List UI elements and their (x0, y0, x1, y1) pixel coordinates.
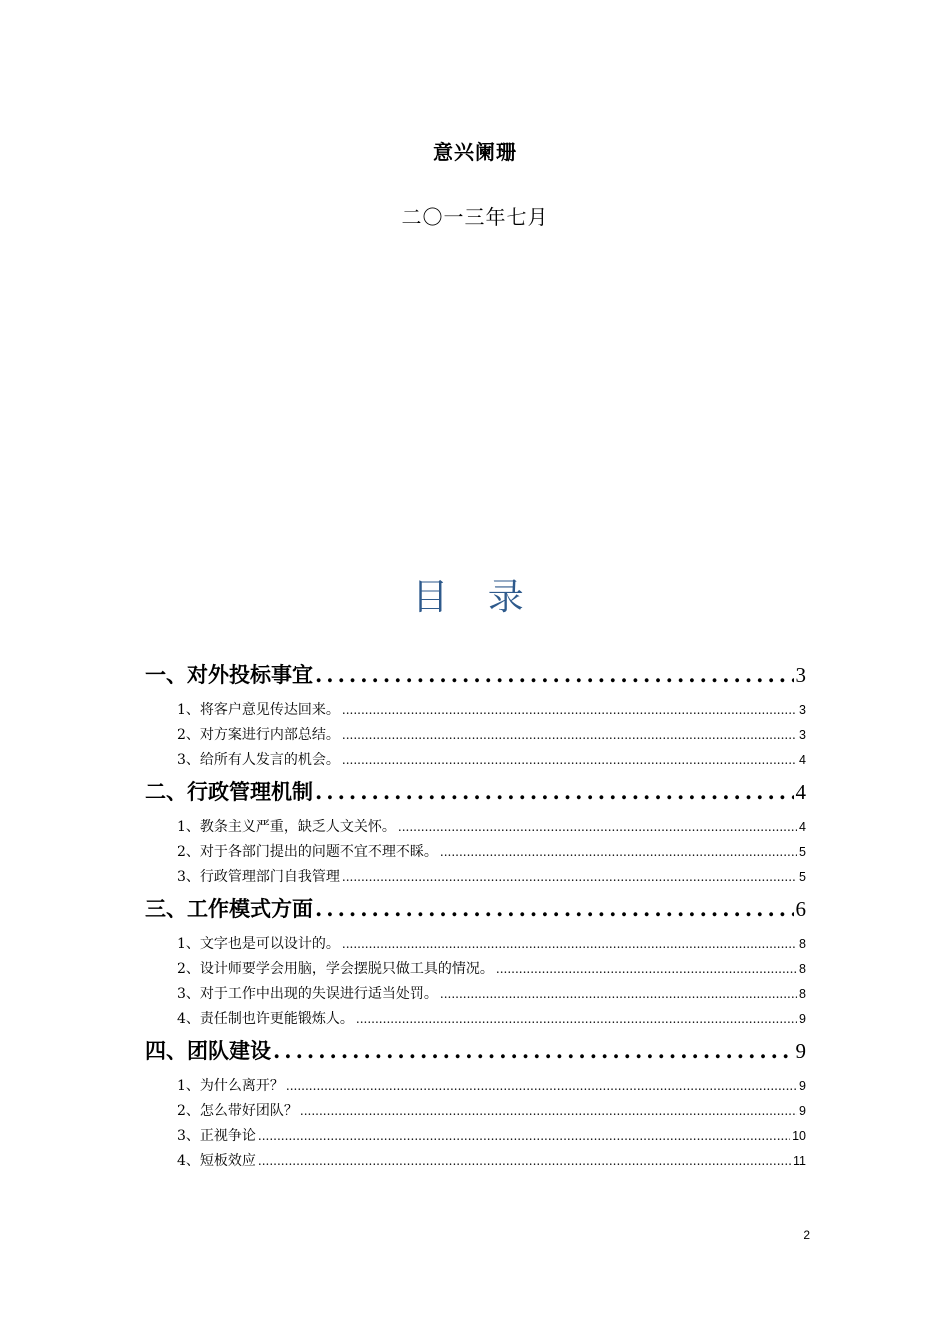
toc-item-4-3[interactable] (145, 1124, 806, 1149)
toc-leader (356, 1007, 797, 1032)
toc-leader (342, 748, 797, 773)
toc-section-4[interactable] (145, 1034, 806, 1068)
toc-leader (315, 658, 794, 692)
toc-section-1[interactable] (145, 658, 806, 692)
toc-leader (300, 1099, 797, 1124)
toc-item-page: 9 (799, 1104, 806, 1118)
toc-leader (342, 723, 797, 748)
toc-item-1-3[interactable] (145, 748, 806, 773)
toc-item-3-3[interactable] (145, 982, 806, 1007)
toc-item-2-3[interactable] (145, 865, 806, 890)
toc-leader (342, 865, 797, 890)
toc-leader (342, 698, 797, 723)
toc-item-label: 4、短板效应 (177, 1153, 256, 1169)
toc-leader (496, 957, 797, 982)
page-number: 2 (803, 1228, 810, 1242)
toc-leader (315, 892, 794, 926)
toc-item-page: 4 (799, 820, 806, 834)
toc-item-label: 3、行政管理部门自我管理 (177, 869, 340, 885)
toc-item-page: 8 (799, 937, 806, 951)
toc-leader (398, 815, 797, 840)
toc-item-2-1[interactable] (145, 815, 806, 840)
toc-item-label: 3、给所有人发言的机会。 (177, 752, 340, 768)
toc-item-page: 11 (793, 1154, 806, 1168)
toc-leader (258, 1149, 791, 1174)
toc-section-page: 9 (795, 1039, 806, 1063)
toc-item-4-4[interactable] (145, 1149, 806, 1174)
toc-leader (258, 1124, 790, 1149)
toc-leader (273, 1034, 794, 1068)
toc-section-page: 4 (795, 780, 806, 804)
toc-item-page: 8 (799, 962, 806, 976)
toc-leader (440, 982, 797, 1007)
toc-section-label: 二、行政管理机制 (145, 779, 313, 804)
toc-item-label: 3、对于工作中出现的失误进行适当处罚。 (177, 986, 438, 1002)
toc-item-3-4[interactable] (145, 1007, 806, 1032)
document-date: 二〇一三年七月 (401, 205, 549, 229)
toc-item-label: 1、教条主义严重，缺乏人文关怀。 (177, 819, 396, 835)
toc-item-page: 9 (799, 1012, 806, 1026)
toc-title: 目 录 (412, 577, 538, 618)
toc-leader (315, 775, 794, 809)
author-name: 意兴阑珊 (433, 140, 517, 164)
toc-item-3-1[interactable] (145, 932, 806, 957)
toc-item-page: 3 (799, 728, 806, 742)
toc-section-2[interactable] (145, 775, 806, 809)
toc-item-label: 1、为什么离开？ (177, 1078, 284, 1094)
toc-item-label: 2、设计师要学会用脑，学会摆脱只做工具的情况。 (177, 961, 494, 977)
toc-item-page: 9 (799, 1079, 806, 1093)
toc-section-page: 3 (795, 663, 806, 687)
toc-leader (286, 1074, 797, 1099)
toc-item-1-1[interactable] (145, 698, 806, 723)
toc-item-page: 5 (799, 870, 806, 884)
toc-item-page: 3 (799, 703, 806, 717)
toc-item-label: 1、文字也是可以设计的。 (177, 936, 340, 952)
toc-section-label: 三、工作模式方面 (145, 896, 313, 921)
toc-item-label: 1、将客户意见传达回来。 (177, 702, 340, 718)
toc-item-page: 8 (799, 987, 806, 1001)
toc-item-label: 3、正视争论 (177, 1128, 256, 1144)
table-of-contents (145, 656, 806, 1174)
toc-item-3-2[interactable] (145, 957, 806, 982)
toc-item-4-1[interactable] (145, 1074, 806, 1099)
toc-item-page: 5 (799, 845, 806, 859)
toc-item-label: 2、对于各部门提出的问题不宜不理不睬。 (177, 844, 438, 860)
toc-item-page: 4 (799, 753, 806, 767)
toc-section-label: 四、团队建设 (145, 1038, 271, 1063)
toc-section-page: 6 (795, 897, 806, 921)
toc-leader (342, 932, 797, 957)
toc-item-label: 2、对方案进行内部总结。 (177, 727, 340, 743)
toc-item-page: 10 (792, 1129, 806, 1143)
toc-leader (440, 840, 797, 865)
toc-item-2-2[interactable] (145, 840, 806, 865)
toc-section-3[interactable] (145, 892, 806, 926)
toc-item-label: 4、责任制也许更能锻炼人。 (177, 1011, 354, 1027)
toc-item-1-2[interactable] (145, 723, 806, 748)
toc-item-4-2[interactable] (145, 1099, 806, 1124)
toc-section-label: 一、对外投标事宜 (145, 662, 313, 687)
toc-item-label: 2、怎么带好团队？ (177, 1103, 298, 1119)
